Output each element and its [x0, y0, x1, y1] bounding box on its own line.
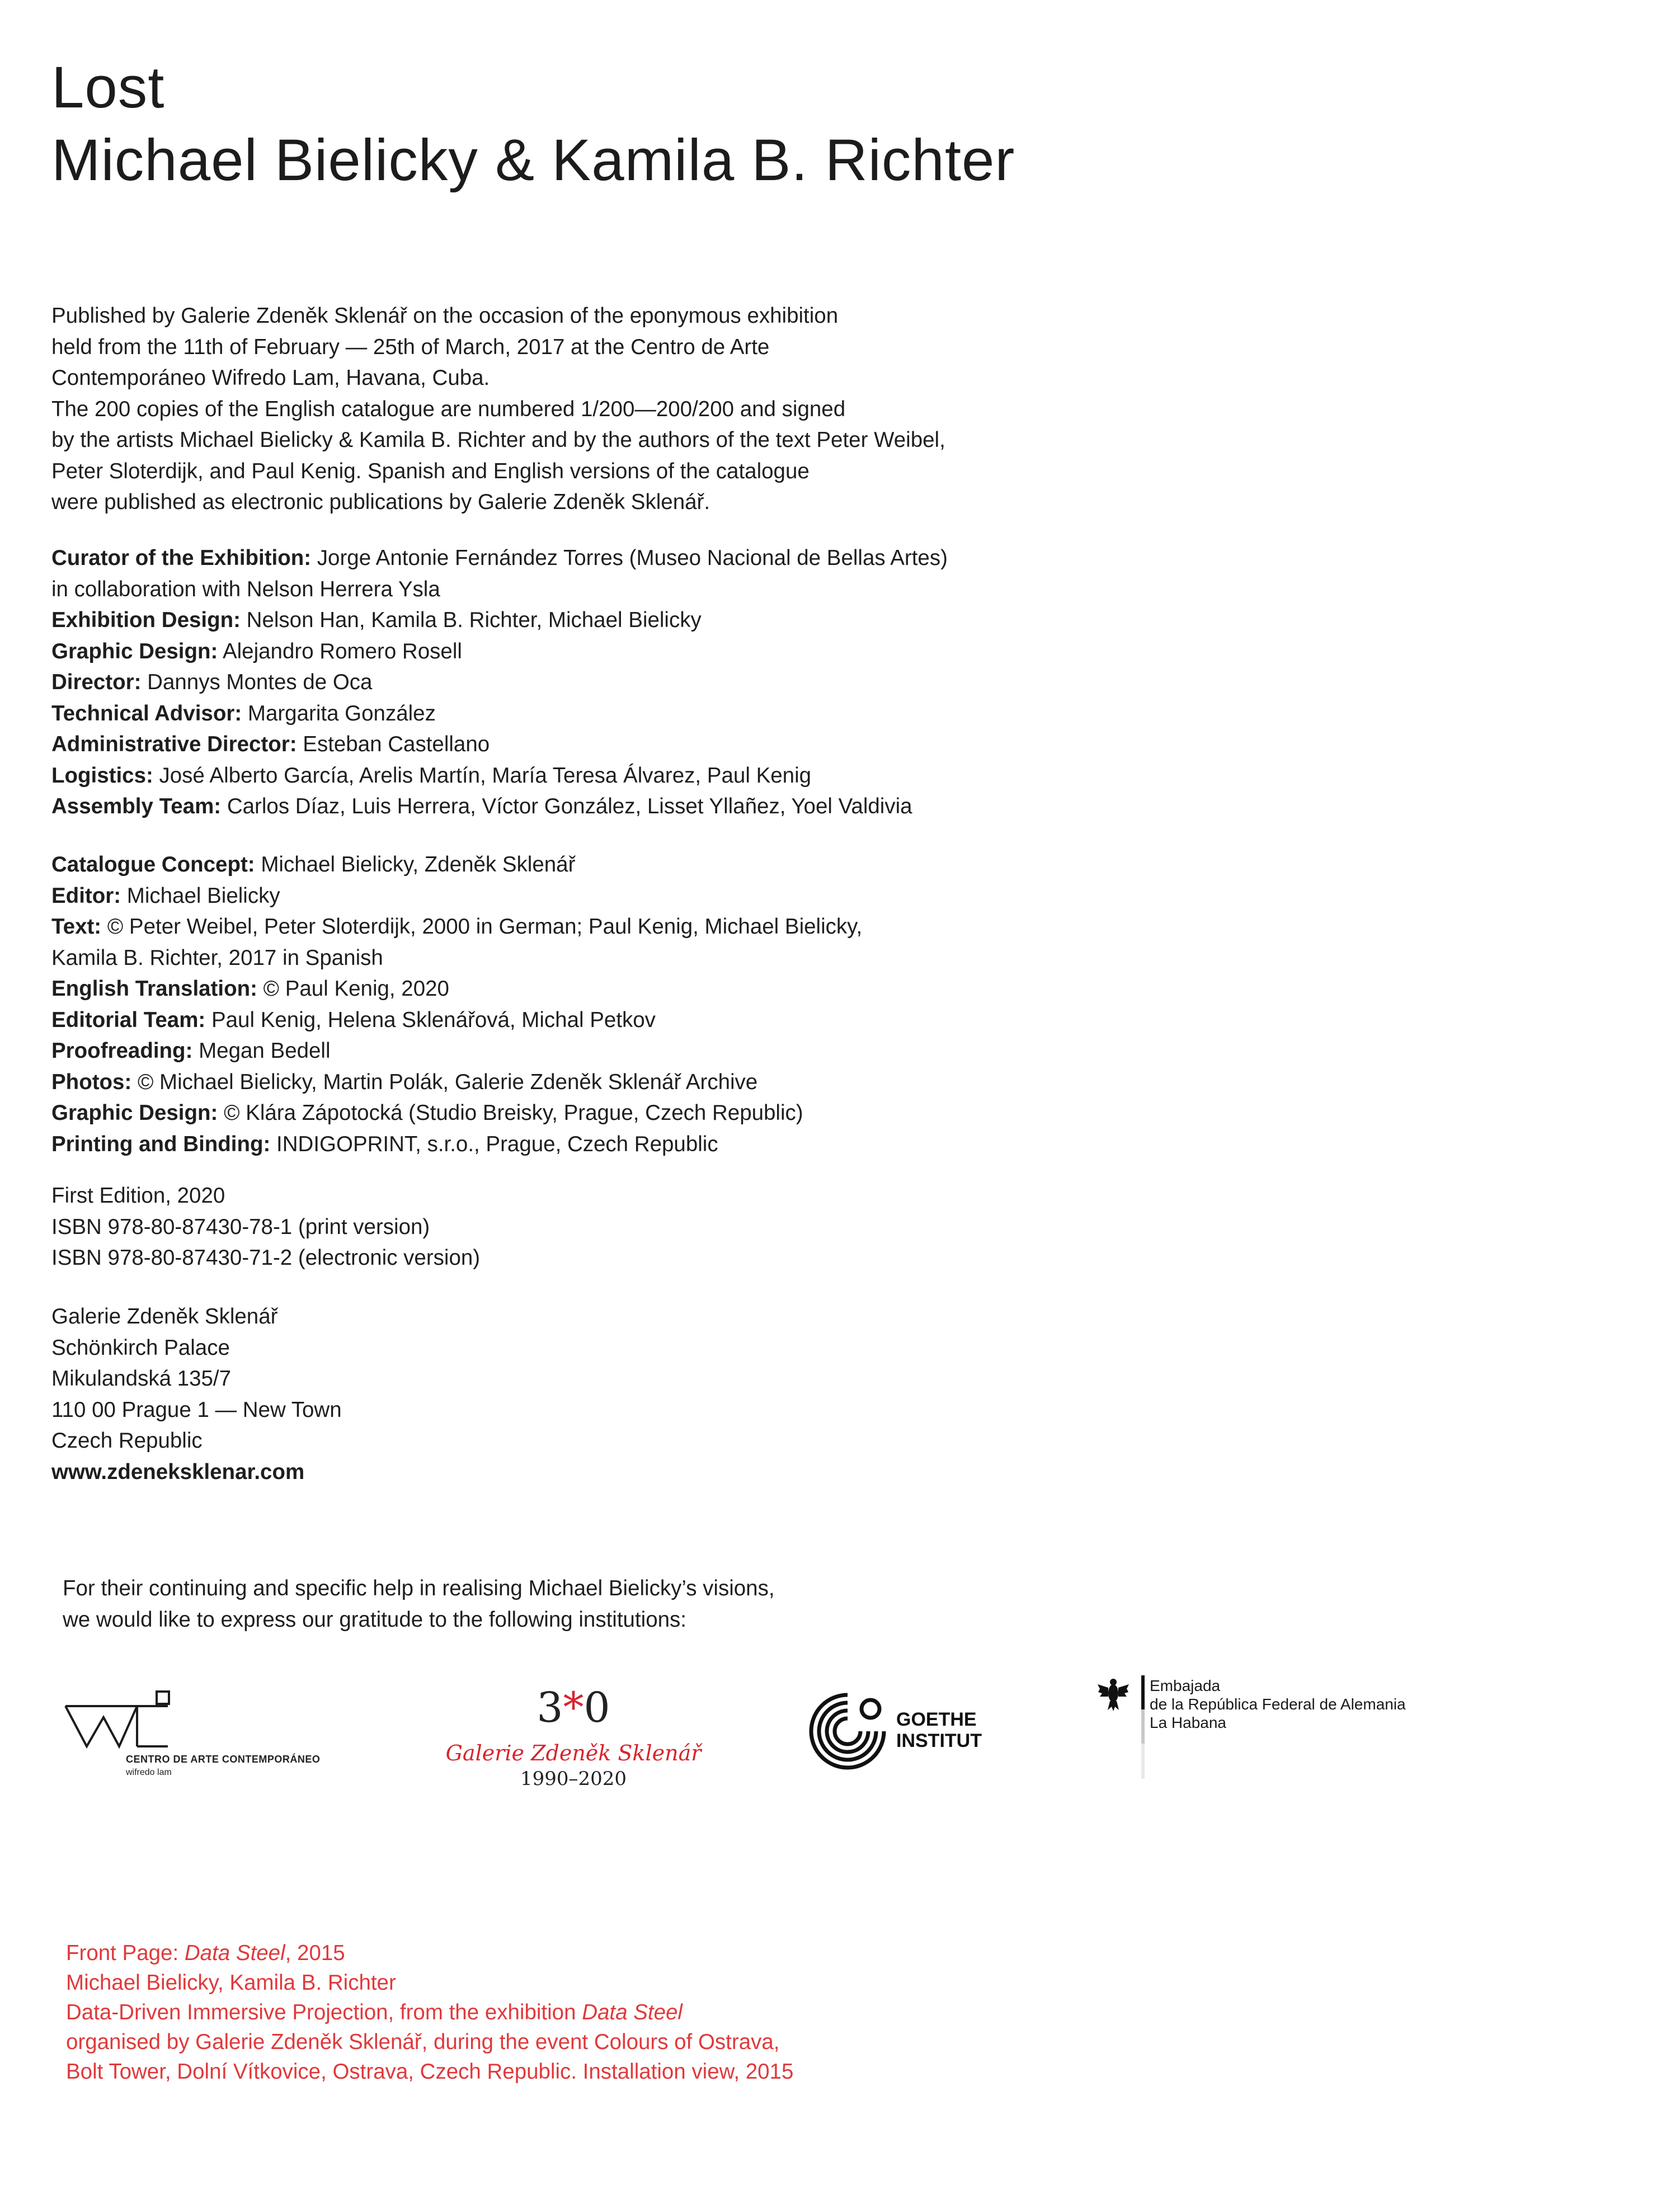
credit-row — [51, 605, 948, 636]
gzs-name: Galerie Zdeněk Sklenář — [445, 1741, 702, 1765]
credit-row — [51, 698, 948, 729]
credit-value: Carlos Díaz, Luis Herrera, Víctor González, Lisset Yllañez, Yoel Valdivia — [221, 794, 912, 818]
lam-logo-subtext: wifredo lam — [126, 1768, 172, 1777]
goethe-spiral-icon — [806, 1689, 890, 1773]
credit-label: Graphic Design: — [51, 1101, 218, 1125]
goethe-logo-text — [896, 1709, 982, 1751]
gratitude-line: For their continuing and specific help in realising Michael Bielicky’s visions, — [63, 1576, 775, 1600]
title-line-1: Lost — [51, 55, 165, 120]
lam-logo-text: CENTRO DE ARTE CONTEMPORÁNEO — [126, 1754, 321, 1765]
embassy-line-1: Embajada — [1150, 1677, 1221, 1694]
gratitude-note — [63, 1573, 775, 1635]
gzs-anniversary-number — [431, 1684, 716, 1732]
address-line: Mikulandská 135/7 — [51, 1367, 232, 1391]
credit-row — [51, 973, 862, 1005]
intro-paragraph — [51, 300, 945, 518]
isbn-print: ISBN 978-80-87430-78-1 (print version) — [51, 1214, 430, 1239]
credit-row — [51, 760, 948, 792]
galerie-sklenar-logo — [431, 1684, 716, 1796]
credit-row — [51, 1035, 862, 1067]
credit-label: Editor: — [51, 883, 121, 908]
website-link[interactable]: www.zdeneksklenar.com — [51, 1459, 305, 1484]
credit-row — [51, 791, 948, 822]
intro-line: were published as electronic publications by Galerie Zdeněk Sklenář. — [51, 490, 710, 514]
publisher-address — [51, 1301, 342, 1487]
credit-row — [51, 911, 862, 943]
credit-value: Jorge Antonie Fernández Torres (Museo Nacional de Bellas Artes) — [311, 546, 948, 570]
credit-value: Megan Bedell — [192, 1039, 331, 1063]
embassy-line-3: La Habana — [1150, 1714, 1227, 1731]
front-page-caption — [66, 1938, 793, 2086]
page-title — [51, 51, 1015, 197]
goethe-line-2: INSTITUT — [896, 1730, 982, 1751]
exhibition-credits — [51, 543, 948, 822]
caption-exhibition-title: Data Steel — [582, 2000, 683, 2024]
credit-row — [51, 574, 948, 605]
caption-line-5: Bolt Tower, Dolní Vítkovice, Ostrava, Czech Republic. Installation view, 2015 — [66, 2060, 794, 2084]
intro-line: Peter Sloterdijk, and Paul Kenig. Spanish and English versions of the catalogue — [51, 459, 810, 483]
address-line: Galerie Zdeněk Sklenář — [51, 1304, 278, 1329]
credit-value: Dannys Montes de Oca — [141, 670, 373, 694]
credit-label: Assembly Team: — [51, 794, 222, 818]
federal-eagle-icon — [1097, 1675, 1130, 1714]
credit-value: Nelson Han, Kamila B. Richter, Michael Bielicky — [240, 608, 702, 632]
credit-row — [51, 729, 948, 760]
credit-row — [51, 667, 948, 698]
credit-row — [51, 543, 948, 574]
intro-line: by the artists Michael Bielicky & Kamila B. Richter and by the authors of the text Peter Weibel, — [51, 428, 945, 452]
address-line: 110 00 Prague 1 — New Town — [51, 1397, 342, 1422]
embassy-text — [1150, 1676, 1406, 1732]
credit-value: INDIGOPRINT, s.r.o., Prague, Czech Republic — [270, 1132, 718, 1156]
credit-row — [51, 880, 862, 912]
address-line: Czech Republic — [51, 1429, 203, 1453]
intro-line: The 200 copies of the English catalogue are numbered 1/200—200/200 and signed — [51, 397, 846, 421]
gzs-years: 1990–2020 — [520, 1768, 627, 1790]
goethe-line-1: GOETHE — [896, 1709, 977, 1730]
caption-line-4: organised by Galerie Zdeněk Sklenář, during the event Colours of Ostrava, — [66, 2030, 780, 2054]
credit-label: Technical Advisor: — [51, 701, 242, 726]
credit-row — [51, 1098, 862, 1129]
credit-label: Exhibition Design: — [51, 608, 241, 632]
edition-info — [51, 1180, 480, 1274]
credit-value: Alejandro Romero Rosell — [218, 639, 462, 663]
german-flag-bar — [1141, 1675, 1145, 1779]
title-line-2: Michael Bielicky & Kamila B. Richter — [51, 128, 1015, 193]
credit-value: Paul Kenig, Helena Sklenářová, Michal Petkov — [205, 1007, 656, 1032]
wifredo-lam-mark-icon — [64, 1689, 210, 1756]
credit-label: Director: — [51, 670, 142, 694]
edition-line: First Edition, 2020 — [51, 1184, 225, 1208]
credit-value: in collaboration with Nelson Herrera Ysla — [51, 577, 440, 601]
credit-label: Curator of the Exhibition: — [51, 546, 312, 570]
credit-value: © Peter Weibel, Peter Sloterdijk, 2000 in German; Paul Kenig, Michael Bielicky, — [101, 915, 863, 939]
credit-value: Esteban Castellano — [297, 732, 490, 756]
credit-label: Printing and Binding: — [51, 1132, 271, 1156]
credit-label: Editorial Team: — [51, 1007, 206, 1032]
credit-label: Proofreading: — [51, 1039, 193, 1063]
gratitude-line: we would like to express our gratitude to the following institutions: — [63, 1607, 686, 1632]
credit-row — [51, 1005, 862, 1036]
wifredo-lam-logo — [64, 1689, 333, 1784]
credit-value: Margarita González — [242, 701, 436, 726]
gzs-number-right: 0 — [583, 1684, 610, 1732]
credit-row — [51, 943, 862, 974]
credit-label: Photos: — [51, 1070, 132, 1094]
credit-label: Text: — [51, 915, 102, 939]
caption-line-2: Michael Bielicky, Kamila B. Richter — [66, 1971, 396, 1995]
embassy-line-2: de la República Federal de Alemania — [1150, 1695, 1406, 1713]
credit-row — [51, 849, 862, 880]
credit-label: Graphic Design: — [51, 639, 218, 663]
credit-value: Michael Bielicky, Zdeněk Sklenář — [255, 852, 576, 877]
credit-value: © Michael Bielicky, Martin Polák, Galerie Zdeněk Sklenář Archive — [131, 1070, 758, 1094]
caption-prefix: Front Page: — [66, 1941, 185, 1965]
credit-label: Catalogue Concept: — [51, 852, 255, 877]
caption-line-3 — [66, 1998, 793, 2027]
address-line: Schönkirch Palace — [51, 1335, 230, 1360]
caption-line-1 — [66, 1938, 793, 1968]
credit-value: © Klára Zápotocká (Studio Breisky, Prague, Czech Republic) — [218, 1101, 803, 1125]
caption-year: , 2015 — [285, 1941, 345, 1965]
credit-row — [51, 1129, 862, 1160]
credit-label: Logistics: — [51, 763, 153, 788]
credit-value: Kamila B. Richter, 2017 in Spanish — [51, 945, 383, 970]
credit-label: Administrative Director: — [51, 732, 297, 756]
intro-line: Contemporáneo Wifredo Lam, Havana, Cuba. — [51, 366, 490, 390]
caption-work-title: Data Steel — [184, 1941, 285, 1965]
intro-line: held from the 11th of February — 25th of March, 2017 at the Centro de Arte — [51, 335, 770, 359]
credit-value: © Paul Kenig, 2020 — [257, 977, 449, 1001]
goethe-institut-logo — [806, 1689, 996, 1773]
credit-value: Michael Bielicky — [121, 883, 280, 908]
gzs-star: * — [563, 1684, 584, 1732]
credit-value: José Alberto García, Arelis Martín, María Teresa Álvarez, Paul Kenig — [153, 763, 812, 788]
isbn-electronic: ISBN 978-80-87430-71-2 (electronic version) — [51, 1246, 481, 1270]
intro-line: Published by Galerie Zdeněk Sklenář on the occasion of the eponymous exhibition — [51, 304, 839, 328]
german-embassy-logo — [1097, 1675, 1460, 1787]
caption-medium: Data-Driven Immersive Projection, from the exhibition — [66, 2000, 582, 2024]
credit-row — [51, 1067, 862, 1098]
gzs-number-left: 3 — [537, 1684, 563, 1732]
credit-label: English Translation: — [51, 977, 257, 1001]
catalogue-credits — [51, 849, 862, 1160]
credit-row — [51, 636, 948, 667]
